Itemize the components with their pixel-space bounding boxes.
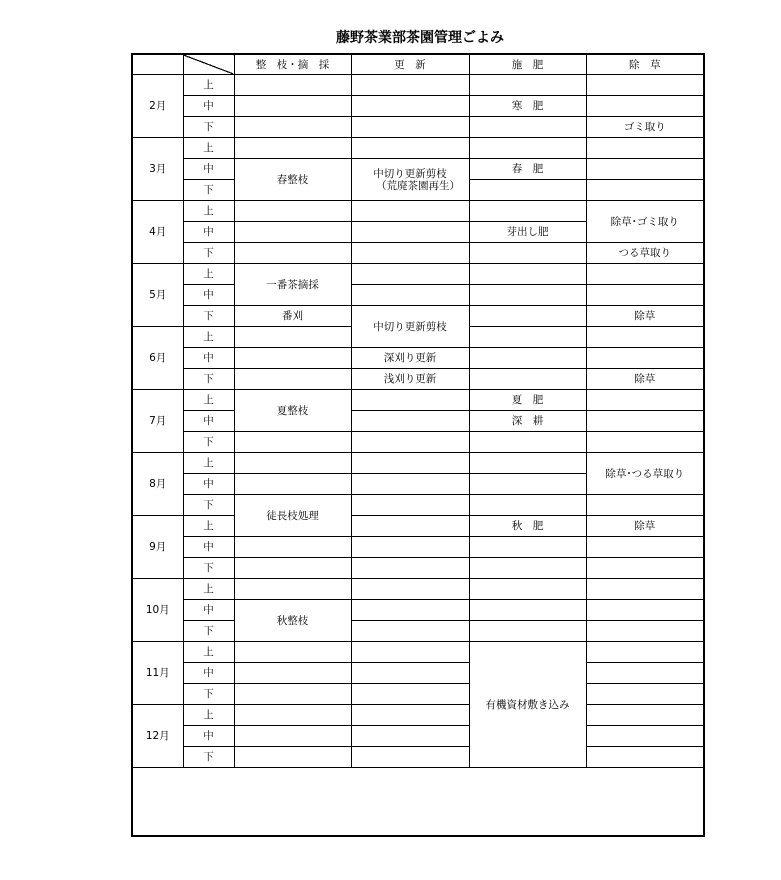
period-label: 上 bbox=[183, 327, 234, 348]
table-row bbox=[133, 705, 703, 726]
month-label: 5月 bbox=[133, 264, 183, 327]
empty-cell bbox=[234, 327, 351, 348]
empty-cell bbox=[234, 369, 351, 390]
empty-cell bbox=[586, 159, 703, 180]
header-diagonal bbox=[183, 55, 234, 75]
table-row bbox=[133, 348, 703, 369]
period-label: 下 bbox=[183, 684, 234, 705]
weeding-cell: 除草･つる草取り bbox=[586, 453, 703, 495]
period-label: 上 bbox=[183, 453, 234, 474]
pruning-cell: 徒長枝処理 bbox=[234, 495, 351, 537]
fertilize-cell: 秋 肥 bbox=[469, 516, 586, 537]
empty-cell bbox=[351, 411, 469, 432]
fertilize-cell: 芽出し肥 bbox=[469, 222, 586, 243]
empty-cell bbox=[351, 600, 469, 621]
empty-cell bbox=[469, 180, 586, 201]
empty-cell bbox=[351, 75, 469, 96]
empty-cell bbox=[351, 558, 469, 579]
page-title: 藤野茶業部茶園管理ごよみ bbox=[336, 30, 504, 46]
period-label: 上 bbox=[183, 579, 234, 600]
empty-cell bbox=[469, 201, 586, 222]
empty-cell bbox=[234, 705, 351, 726]
renewal-cell: 浅刈り更新 bbox=[351, 369, 469, 390]
month-label: 6月 bbox=[133, 327, 183, 390]
empty-cell bbox=[351, 264, 469, 285]
period-label: 上 bbox=[183, 201, 234, 222]
empty-cell bbox=[351, 516, 469, 537]
empty-cell bbox=[586, 579, 703, 600]
period-label: 中 bbox=[183, 474, 234, 495]
empty-cell bbox=[586, 495, 703, 516]
empty-cell bbox=[234, 222, 351, 243]
period-label: 下 bbox=[183, 117, 234, 138]
table-row bbox=[133, 201, 703, 222]
pruning-cell: 夏整枝 bbox=[234, 390, 351, 432]
header-renewal: 更 新 bbox=[351, 55, 469, 75]
header-month bbox=[133, 55, 183, 75]
period-label: 中 bbox=[183, 348, 234, 369]
empty-cell bbox=[234, 558, 351, 579]
empty-cell bbox=[469, 117, 586, 138]
empty-cell bbox=[351, 453, 469, 474]
table-row bbox=[133, 390, 703, 411]
period-label: 中 bbox=[183, 411, 234, 432]
empty-cell bbox=[586, 537, 703, 558]
pruning-cell: 春整枝 bbox=[234, 159, 351, 201]
empty-cell bbox=[586, 432, 703, 453]
table-row bbox=[133, 411, 703, 432]
empty-cell bbox=[234, 642, 351, 663]
table-row bbox=[133, 663, 703, 684]
empty-cell bbox=[469, 432, 586, 453]
empty-cell bbox=[234, 138, 351, 159]
table-row bbox=[133, 159, 703, 180]
weeding-cell: 除草 bbox=[586, 516, 703, 537]
empty-cell bbox=[234, 537, 351, 558]
empty-cell bbox=[469, 285, 586, 306]
empty-cell bbox=[469, 369, 586, 390]
empty-cell bbox=[351, 201, 469, 222]
empty-cell bbox=[351, 432, 469, 453]
table-row bbox=[133, 747, 703, 768]
empty-cell bbox=[586, 621, 703, 642]
empty-cell bbox=[351, 285, 469, 306]
weeding-cell: つる草取り bbox=[586, 243, 703, 264]
table-row bbox=[133, 600, 703, 621]
empty-cell bbox=[586, 96, 703, 117]
empty-cell bbox=[469, 558, 586, 579]
empty-cell bbox=[469, 600, 586, 621]
period-label: 下 bbox=[183, 747, 234, 768]
table-row bbox=[133, 516, 703, 537]
empty-cell bbox=[586, 390, 703, 411]
empty-cell bbox=[469, 306, 586, 327]
renewal-cell: 深刈り更新 bbox=[351, 348, 469, 369]
month-label: 2月 bbox=[133, 75, 183, 138]
empty-cell bbox=[234, 684, 351, 705]
period-label: 上 bbox=[183, 705, 234, 726]
empty-cell bbox=[351, 579, 469, 600]
empty-cell bbox=[586, 642, 703, 663]
table-row bbox=[133, 621, 703, 642]
empty-cell bbox=[234, 75, 351, 96]
empty-cell bbox=[586, 327, 703, 348]
table-row bbox=[133, 453, 703, 474]
table-row bbox=[133, 243, 703, 264]
empty-cell bbox=[234, 117, 351, 138]
empty-cell bbox=[234, 348, 351, 369]
weeding-cell: 除草･ゴミ取り bbox=[586, 201, 703, 243]
table-row bbox=[133, 75, 703, 96]
empty-cell bbox=[586, 138, 703, 159]
table-row bbox=[133, 369, 703, 390]
period-label: 下 bbox=[183, 558, 234, 579]
empty-cell bbox=[234, 726, 351, 747]
pruning-cell: 一番茶摘採 bbox=[234, 264, 351, 306]
table-row bbox=[133, 642, 703, 663]
month-label: 4月 bbox=[133, 201, 183, 264]
empty-cell bbox=[351, 243, 469, 264]
empty-cell bbox=[234, 474, 351, 495]
period-label: 中 bbox=[183, 285, 234, 306]
period-label: 上 bbox=[183, 75, 234, 96]
fertilize-cell: 夏 肥 bbox=[469, 390, 586, 411]
empty-cell bbox=[234, 663, 351, 684]
period-label: 中 bbox=[183, 600, 234, 621]
empty-cell bbox=[351, 96, 469, 117]
fertilize-cell: 深 耕 bbox=[469, 411, 586, 432]
empty-cell bbox=[469, 243, 586, 264]
empty-cell bbox=[469, 138, 586, 159]
empty-cell bbox=[586, 684, 703, 705]
calendar-table bbox=[133, 55, 703, 768]
empty-cell bbox=[469, 537, 586, 558]
empty-cell bbox=[469, 495, 586, 516]
pruning-cell: 秋整枝 bbox=[234, 600, 351, 642]
table-row bbox=[133, 684, 703, 705]
empty-cell bbox=[469, 453, 586, 474]
empty-cell bbox=[469, 75, 586, 96]
empty-cell bbox=[586, 558, 703, 579]
month-label: 7月 bbox=[133, 390, 183, 453]
empty-cell bbox=[586, 348, 703, 369]
period-label: 上 bbox=[183, 642, 234, 663]
month-label: 12月 bbox=[133, 705, 183, 768]
empty-cell bbox=[586, 663, 703, 684]
period-label: 中 bbox=[183, 159, 234, 180]
period-label: 下 bbox=[183, 180, 234, 201]
empty-cell bbox=[586, 600, 703, 621]
empty-cell bbox=[586, 180, 703, 201]
table-row bbox=[133, 138, 703, 159]
empty-cell bbox=[586, 75, 703, 96]
empty-cell bbox=[469, 579, 586, 600]
table-row bbox=[133, 537, 703, 558]
empty-cell bbox=[586, 264, 703, 285]
period-label: 上 bbox=[183, 516, 234, 537]
period-label: 下 bbox=[183, 495, 234, 516]
empty-cell bbox=[351, 621, 469, 642]
period-label: 中 bbox=[183, 96, 234, 117]
period-label: 下 bbox=[183, 306, 234, 327]
empty-cell bbox=[234, 96, 351, 117]
period-label: 下 bbox=[183, 369, 234, 390]
empty-cell bbox=[351, 222, 469, 243]
empty-cell bbox=[234, 453, 351, 474]
period-label: 中 bbox=[183, 726, 234, 747]
renewal-cell bbox=[351, 159, 469, 201]
fertilize-cell: 有機資材敷き込み bbox=[469, 642, 586, 768]
empty-cell bbox=[351, 138, 469, 159]
period-label: 中 bbox=[183, 663, 234, 684]
table-row bbox=[133, 264, 703, 285]
empty-cell bbox=[469, 474, 586, 495]
fertilize-cell: 春 肥 bbox=[469, 159, 586, 180]
period-label: 上 bbox=[183, 264, 234, 285]
empty-cell bbox=[586, 285, 703, 306]
empty-cell bbox=[586, 705, 703, 726]
pruning-cell: 番刈 bbox=[234, 306, 351, 327]
table-row bbox=[133, 285, 703, 306]
empty-cell bbox=[351, 747, 469, 768]
table-row bbox=[133, 117, 703, 138]
empty-cell bbox=[586, 726, 703, 747]
empty-cell bbox=[351, 642, 469, 663]
empty-cell bbox=[234, 747, 351, 768]
header-weeding: 除 草 bbox=[586, 55, 703, 75]
month-label: 10月 bbox=[133, 579, 183, 642]
empty-cell bbox=[351, 537, 469, 558]
empty-cell bbox=[234, 432, 351, 453]
empty-cell bbox=[351, 495, 469, 516]
header-fertilize: 施 肥 bbox=[469, 55, 586, 75]
header-row bbox=[133, 55, 703, 75]
weeding-cell: 除草 bbox=[586, 369, 703, 390]
table-row bbox=[133, 579, 703, 600]
month-label: 3月 bbox=[133, 138, 183, 201]
period-label: 上 bbox=[183, 390, 234, 411]
empty-cell bbox=[469, 348, 586, 369]
renewal-cell: 中切り更新剪枝 bbox=[351, 306, 469, 348]
empty-cell bbox=[469, 621, 586, 642]
empty-cell bbox=[469, 264, 586, 285]
header-pruning: 整 枝・摘 採 bbox=[234, 55, 351, 75]
table-row bbox=[133, 96, 703, 117]
period-label: 下 bbox=[183, 432, 234, 453]
fertilize-cell: 寒 肥 bbox=[469, 96, 586, 117]
empty-cell bbox=[234, 243, 351, 264]
empty-cell bbox=[351, 474, 469, 495]
month-label: 9月 bbox=[133, 516, 183, 579]
period-label: 下 bbox=[183, 243, 234, 264]
weeding-cell: 除草 bbox=[586, 306, 703, 327]
period-label: 中 bbox=[183, 537, 234, 558]
month-label: 8月 bbox=[133, 453, 183, 516]
empty-cell bbox=[351, 663, 469, 684]
empty-cell bbox=[586, 411, 703, 432]
empty-cell bbox=[351, 726, 469, 747]
renewal-main: 中切り更新剪枝 bbox=[373, 167, 447, 180]
renewal-sub: （荒廃茶園再生） bbox=[376, 179, 460, 192]
period-label: 下 bbox=[183, 621, 234, 642]
table-row bbox=[133, 558, 703, 579]
empty-cell bbox=[234, 201, 351, 222]
table-row bbox=[133, 306, 703, 327]
table-row bbox=[133, 726, 703, 747]
empty-cell bbox=[586, 747, 703, 768]
empty-cell bbox=[351, 684, 469, 705]
empty-cell bbox=[351, 705, 469, 726]
empty-cell bbox=[351, 117, 469, 138]
empty-cell bbox=[469, 327, 586, 348]
period-label: 上 bbox=[183, 138, 234, 159]
table-row bbox=[133, 495, 703, 516]
empty-cell bbox=[351, 390, 469, 411]
empty-cell bbox=[234, 579, 351, 600]
table-row bbox=[133, 432, 703, 453]
period-label: 中 bbox=[183, 222, 234, 243]
weeding-cell: ゴミ取り bbox=[586, 117, 703, 138]
month-label: 11月 bbox=[133, 642, 183, 705]
